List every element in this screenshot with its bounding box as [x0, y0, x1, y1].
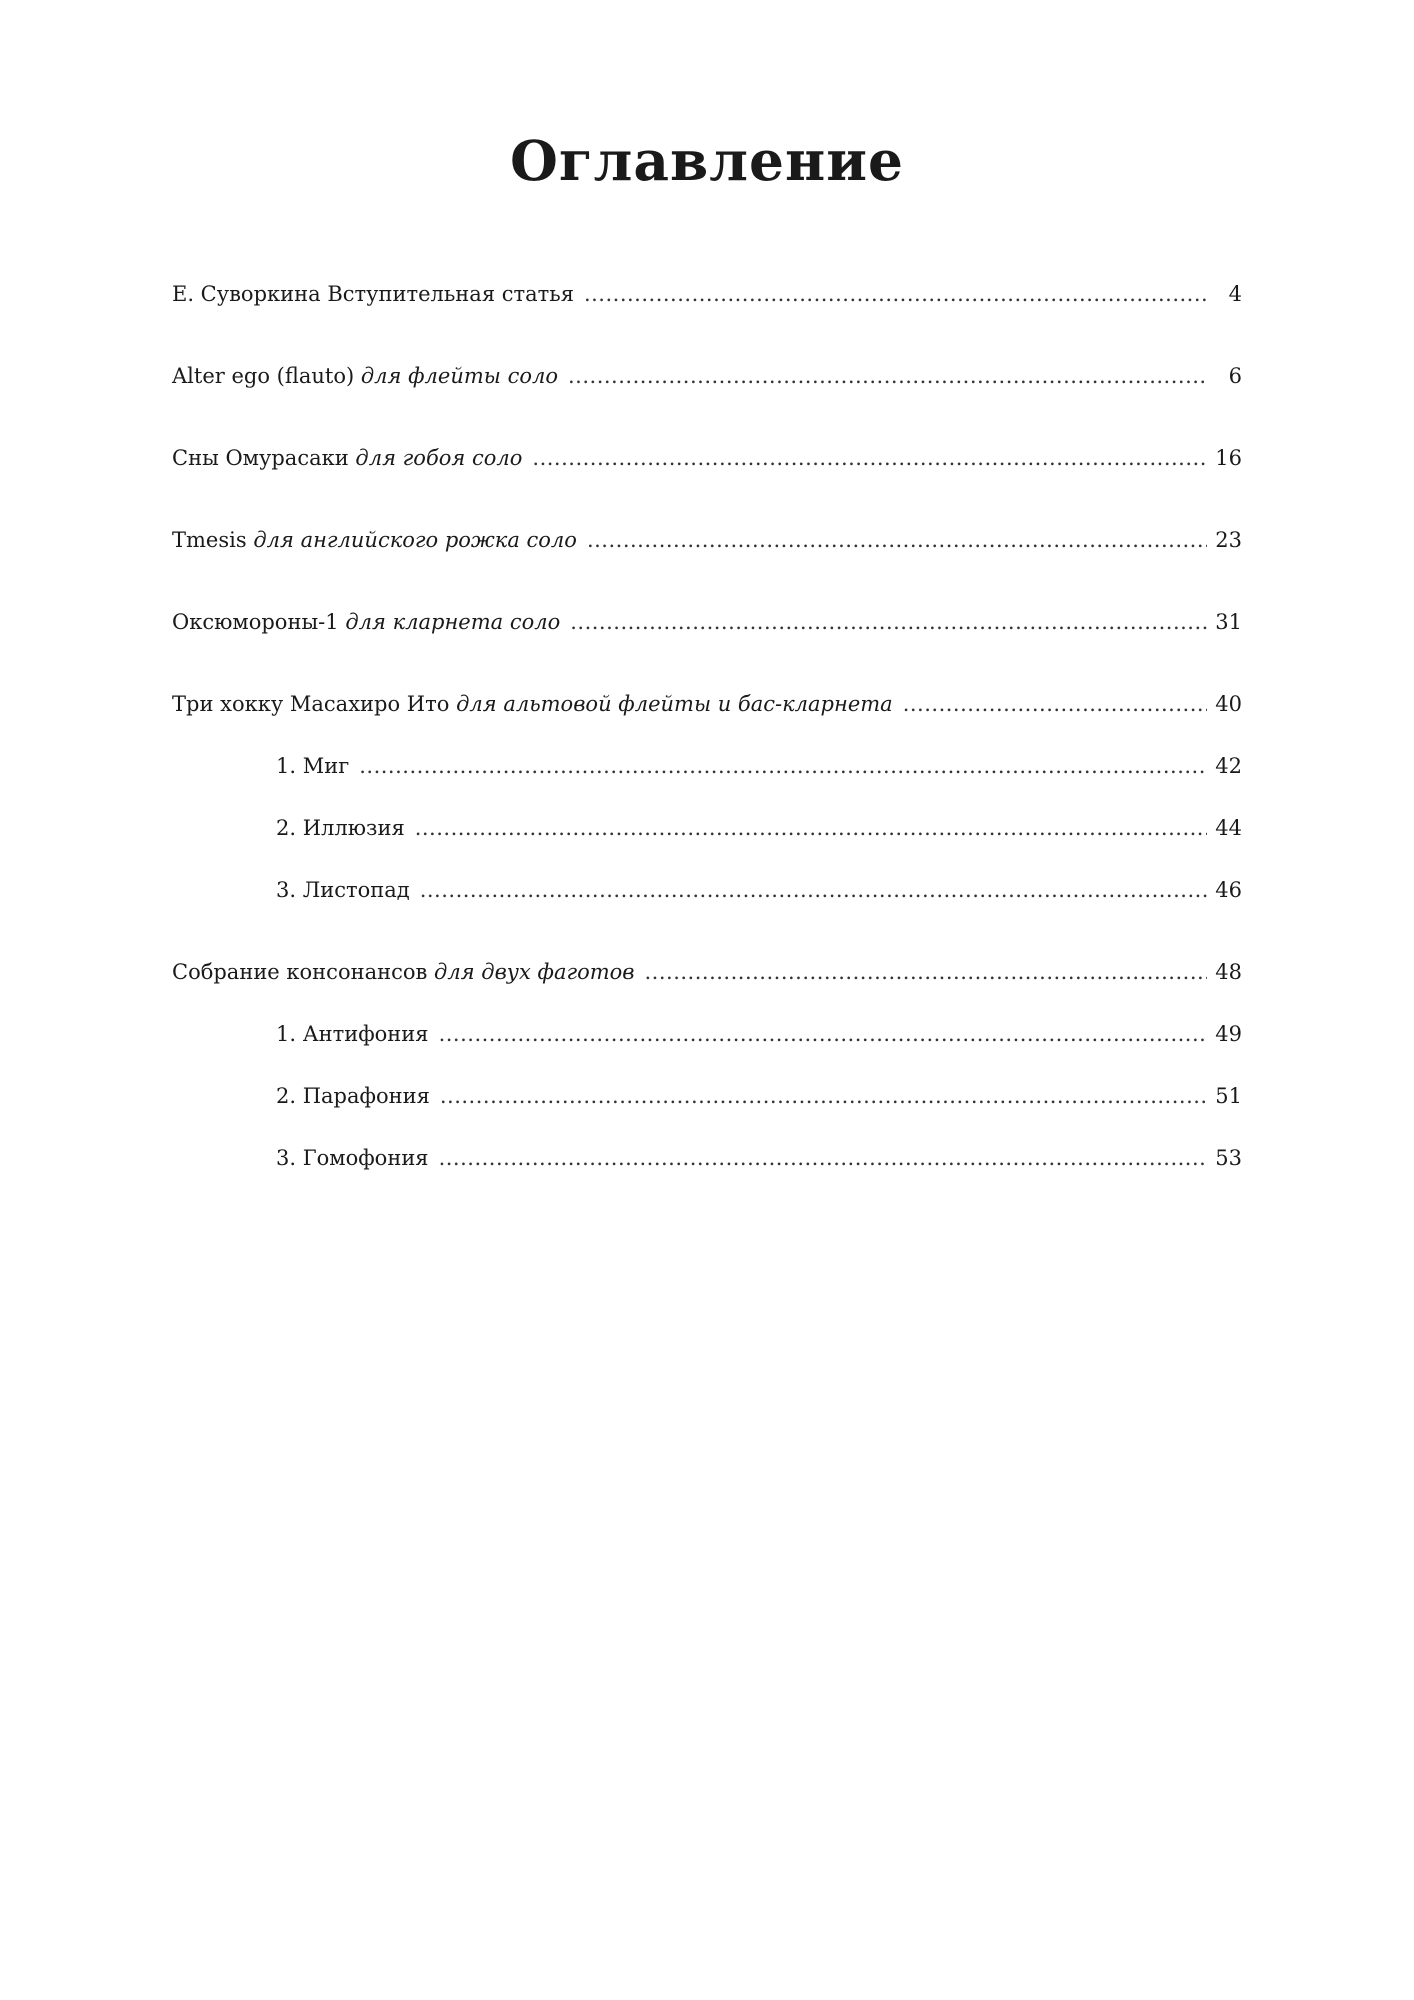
- toc-entry-title: 2. Иллюзия: [276, 816, 405, 840]
- toc-entry-instrumentation: для флейты соло: [360, 364, 558, 388]
- dot-leader: [645, 958, 1208, 986]
- toc-subentry[interactable]: [276, 814, 1242, 842]
- dot-leader: [587, 526, 1207, 554]
- dot-leader: [420, 876, 1208, 904]
- toc-entry-instrumentation: для двух фаготов: [434, 960, 635, 984]
- page-title: Оглавление: [509, 128, 905, 193]
- dot-leader: [584, 280, 1208, 308]
- toc-page-number: 48: [1215, 960, 1242, 984]
- toc-page-number: 16: [1215, 446, 1242, 470]
- toc-page-number: 42: [1215, 754, 1242, 778]
- toc-entry[interactable]: [172, 690, 1242, 718]
- dot-leader: [568, 362, 1208, 390]
- toc-entry[interactable]: [172, 444, 1242, 472]
- dot-leader: [439, 1020, 1208, 1048]
- dot-leader: [415, 814, 1208, 842]
- toc-entry-instrumentation: для кларнета соло: [345, 610, 561, 634]
- toc-page-number: 6: [1228, 364, 1242, 388]
- toc-entry-title: Собрание консонансов: [172, 960, 428, 984]
- toc-entry-title: Е. Суворкина Вступительная статья: [172, 282, 574, 306]
- table-of-contents: [172, 0, 1242, 2000]
- dot-leader: [440, 1082, 1207, 1110]
- toc-subentry[interactable]: [276, 876, 1242, 904]
- toc-subentry[interactable]: [276, 1020, 1242, 1048]
- toc-entry-title: 2. Парафония: [276, 1084, 430, 1108]
- toc-entry-title: 1. Антифония: [276, 1022, 429, 1046]
- toc-entry-title: Alter ego (flauto): [172, 364, 355, 388]
- toc-entry-title: 1. Миг: [276, 754, 350, 778]
- toc-page-number: 40: [1215, 692, 1242, 716]
- toc-entry[interactable]: [172, 608, 1242, 636]
- toc-subentry[interactable]: [276, 1082, 1242, 1110]
- dot-leader: [903, 690, 1208, 718]
- dot-leader: [532, 444, 1207, 472]
- toc-entry[interactable]: [172, 958, 1242, 986]
- toc-entry-instrumentation: для альтовой флейты и бас-кларнета: [456, 692, 893, 716]
- toc-entry-title: Tmesis: [172, 528, 247, 552]
- toc-page-number: 51: [1215, 1084, 1242, 1108]
- toc-page-number: 53: [1215, 1146, 1242, 1170]
- toc-entry-title: Оксюмороны-1: [172, 610, 339, 634]
- toc-page-number: 44: [1215, 816, 1242, 840]
- toc-entry-title: Сны Омурасаки: [172, 446, 349, 470]
- toc-page-number: 49: [1215, 1022, 1242, 1046]
- toc-page-number: 31: [1215, 610, 1242, 634]
- toc-entry[interactable]: [172, 280, 1242, 308]
- dot-leader: [439, 1144, 1208, 1172]
- toc-entry-title: Три хокку Масахиро Ито: [172, 692, 450, 716]
- toc-subentry[interactable]: [276, 752, 1242, 780]
- toc-page-number: 46: [1215, 878, 1242, 902]
- toc-entry-title: 3. Гомофония: [276, 1146, 429, 1170]
- toc-entry[interactable]: [172, 526, 1242, 554]
- toc-entry[interactable]: [172, 362, 1242, 390]
- dot-leader: [570, 608, 1207, 636]
- toc-entry-title: 3. Листопад: [276, 878, 410, 902]
- dot-leader: [359, 752, 1207, 780]
- toc-entry-instrumentation: для английского рожка соло: [253, 528, 577, 552]
- toc-page-number: 4: [1228, 282, 1242, 306]
- toc-subentry[interactable]: [276, 1144, 1242, 1172]
- toc-page-number: 23: [1215, 528, 1242, 552]
- toc-entry-instrumentation: для гобоя соло: [355, 446, 523, 470]
